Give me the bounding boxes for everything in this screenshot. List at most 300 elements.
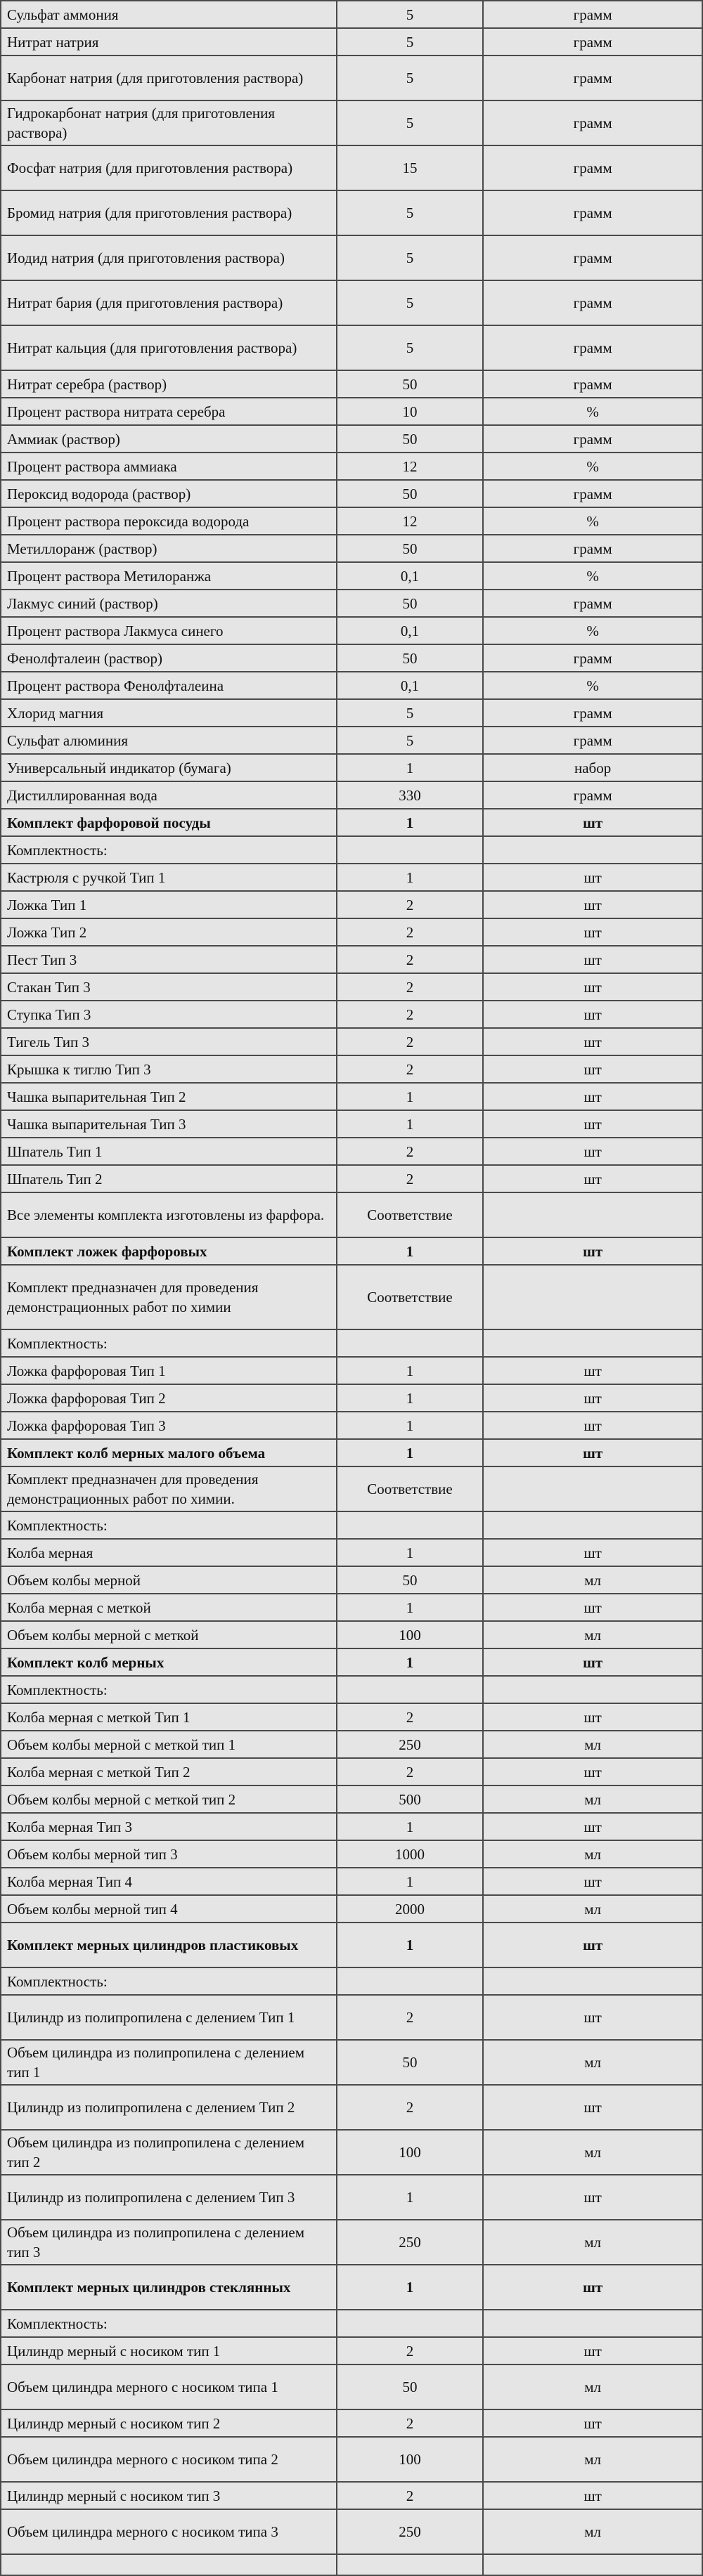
item-value-cell: Соответствие bbox=[337, 1466, 484, 1511]
item-name-cell: Объем колбы мерной с меткой тип 2 bbox=[1, 1785, 337, 1813]
table-row bbox=[1, 1237, 702, 1265]
item-unit-cell: шт bbox=[483, 973, 702, 1001]
item-name-cell: Процент раствора пероксида водорода bbox=[1, 507, 337, 535]
item-unit-cell: % bbox=[483, 672, 702, 699]
item-value-cell: 1 bbox=[337, 1539, 484, 1566]
item-unit-cell: грамм bbox=[483, 1, 702, 28]
item-name-cell: Объем цилиндра мерного с носиком типа 3 bbox=[1, 2509, 337, 2554]
item-name-cell: Универсальный индикатор (бумага) bbox=[1, 754, 337, 781]
item-value-cell: 2 bbox=[337, 1001, 484, 1028]
table-row bbox=[1, 425, 702, 453]
item-name-cell: Цилиндр из полипропилена с делением Тип 1 bbox=[1, 1995, 337, 2040]
item-value-cell: 1 bbox=[337, 1412, 484, 1439]
table-row bbox=[1, 590, 702, 617]
item-value-cell: 1 bbox=[337, 1868, 484, 1895]
item-name-cell: Иодид натрия (для приготовления раствора) bbox=[1, 235, 337, 280]
item-name-cell: Ложка Тип 1 bbox=[1, 891, 337, 918]
item-name-cell: Комплект предназначен для проведения демонстрационных работ по химии. bbox=[1, 1466, 337, 1511]
item-value-cell: 2 bbox=[337, 1703, 484, 1731]
table-row bbox=[1, 1731, 702, 1758]
table-row bbox=[1, 1384, 702, 1412]
table-row bbox=[1, 1967, 702, 1995]
item-value-cell: 5 bbox=[337, 190, 484, 235]
item-name-cell: Комплект мерных цилиндров пластиковых bbox=[1, 1923, 337, 1967]
item-value-cell: 500 bbox=[337, 1785, 484, 1813]
item-name-cell: Комплект предназначен для проведения демонстрационных работ по химии bbox=[1, 1265, 337, 1329]
item-name-cell: Объем колбы мерной тип 4 bbox=[1, 1895, 337, 1923]
item-unit-cell: шт bbox=[483, 1165, 702, 1192]
item-unit-cell: шт bbox=[483, 1703, 702, 1731]
table-row bbox=[1, 535, 702, 562]
item-name-cell: Комплектность: bbox=[1, 1329, 337, 1357]
item-unit-cell: шт bbox=[483, 2175, 702, 2220]
item-name-cell: Пест Тип 3 bbox=[1, 946, 337, 973]
item-value-cell: 50 bbox=[337, 535, 484, 562]
table-row bbox=[1, 1192, 702, 1237]
item-name-cell: Хлорид магния bbox=[1, 699, 337, 727]
item-unit-cell bbox=[483, 1511, 702, 1539]
item-value-cell: 100 bbox=[337, 2437, 484, 2482]
item-name-cell: Кастрюля с ручкой Тип 1 bbox=[1, 864, 337, 891]
item-unit-cell bbox=[483, 1967, 702, 1995]
item-value-cell: 50 bbox=[337, 2040, 484, 2085]
item-name-cell: Объем цилиндра из полипропилена с делением тип 3 bbox=[1, 2220, 337, 2265]
item-value-cell: 1 bbox=[337, 1237, 484, 1265]
item-value-cell: 15 bbox=[337, 145, 484, 190]
item-unit-cell: грамм bbox=[483, 370, 702, 398]
item-value-cell: 50 bbox=[337, 644, 484, 672]
item-name-cell bbox=[1, 2554, 337, 2575]
table-row bbox=[1, 1511, 702, 1539]
item-unit-cell: % bbox=[483, 398, 702, 425]
item-unit-cell: мл bbox=[483, 2220, 702, 2265]
table-row bbox=[1, 809, 702, 836]
item-value-cell: 2 bbox=[337, 1758, 484, 1785]
table-row bbox=[1, 1995, 702, 2040]
item-value-cell bbox=[337, 2554, 484, 2575]
item-value-cell: 2 bbox=[337, 973, 484, 1001]
item-unit-cell: шт bbox=[483, 918, 702, 946]
item-name-cell: Метиллоранж (раствор) bbox=[1, 535, 337, 562]
item-unit-cell: шт bbox=[483, 1539, 702, 1566]
item-name-cell: Комплектность: bbox=[1, 1967, 337, 1995]
item-value-cell: 250 bbox=[337, 1731, 484, 1758]
item-value-cell: 2 bbox=[337, 1138, 484, 1165]
item-unit-cell: грамм bbox=[483, 28, 702, 56]
item-value-cell: 5 bbox=[337, 325, 484, 370]
item-name-cell: Процент раствора Лакмуса синего bbox=[1, 617, 337, 644]
table-row bbox=[1, 1055, 702, 1083]
table-row bbox=[1, 727, 702, 754]
item-unit-cell: мл bbox=[483, 1621, 702, 1648]
item-unit-cell: шт bbox=[483, 1594, 702, 1621]
item-value-cell: Соответствие bbox=[337, 1192, 484, 1237]
item-name-cell: Комплект ложек фарфоровых bbox=[1, 1237, 337, 1265]
item-value-cell: 2 bbox=[337, 2482, 484, 2509]
item-value-cell: 1 bbox=[337, 1648, 484, 1676]
table-row bbox=[1, 2175, 702, 2220]
item-unit-cell: шт bbox=[483, 1001, 702, 1028]
item-unit-cell: мл bbox=[483, 1785, 702, 1813]
item-name-cell: Бромид натрия (для приготовления раствора) bbox=[1, 190, 337, 235]
table-row bbox=[1, 2265, 702, 2310]
item-name-cell: Процент раствора Метилоранжа bbox=[1, 562, 337, 590]
item-unit-cell: шт bbox=[483, 1995, 702, 2040]
item-name-cell: Объем цилиндра из полипропилена с делением тип 2 bbox=[1, 2130, 337, 2175]
item-unit-cell bbox=[483, 2310, 702, 2337]
table-row bbox=[1, 891, 702, 918]
item-unit-cell: шт bbox=[483, 2337, 702, 2364]
item-name-cell: Лакмус синий (раствор) bbox=[1, 590, 337, 617]
item-value-cell: 10 bbox=[337, 398, 484, 425]
item-name-cell: Фенолфталеин (раствор) bbox=[1, 644, 337, 672]
item-value-cell: 5 bbox=[337, 280, 484, 325]
item-value-cell bbox=[337, 1676, 484, 1703]
item-unit-cell: грамм bbox=[483, 699, 702, 727]
item-unit-cell: мл bbox=[483, 1840, 702, 1868]
item-value-cell bbox=[337, 1967, 484, 1995]
item-value-cell: 50 bbox=[337, 590, 484, 617]
item-value-cell: 2000 bbox=[337, 1895, 484, 1923]
item-unit-cell: шт bbox=[483, 2482, 702, 2509]
item-name-cell: Цилиндр мерный с носиком тип 1 bbox=[1, 2337, 337, 2364]
item-unit-cell: % bbox=[483, 453, 702, 480]
item-unit-cell bbox=[483, 836, 702, 864]
table-row bbox=[1, 836, 702, 864]
item-value-cell: 50 bbox=[337, 1566, 484, 1594]
table-row bbox=[1, 1594, 702, 1621]
item-name-cell: Цилиндр из полипропилена с делением Тип 2 bbox=[1, 2085, 337, 2130]
table-row bbox=[1, 1001, 702, 1028]
item-value-cell bbox=[337, 836, 484, 864]
item-unit-cell: шт bbox=[483, 1758, 702, 1785]
item-value-cell: Соответствие bbox=[337, 1265, 484, 1329]
table-row bbox=[1, 370, 702, 398]
item-unit-cell: мл bbox=[483, 1895, 702, 1923]
item-name-cell: Карбонат натрия (для приготовления раствора) bbox=[1, 56, 337, 100]
table-row bbox=[1, 1813, 702, 1840]
item-name-cell: Все элементы комплекта изготовлены из фарфора. bbox=[1, 1192, 337, 1237]
table-row bbox=[1, 2040, 702, 2085]
item-unit-cell: грамм bbox=[483, 727, 702, 754]
item-unit-cell bbox=[483, 1265, 702, 1329]
item-value-cell: 1 bbox=[337, 1384, 484, 1412]
table-row bbox=[1, 2085, 702, 2130]
item-value-cell: 2 bbox=[337, 1055, 484, 1083]
table-row bbox=[1, 1138, 702, 1165]
item-value-cell: 100 bbox=[337, 1621, 484, 1648]
item-value-cell: 5 bbox=[337, 28, 484, 56]
table-row bbox=[1, 145, 702, 190]
item-name-cell: Тигель Тип 3 bbox=[1, 1028, 337, 1055]
item-name-cell: Комплектность: bbox=[1, 1511, 337, 1539]
item-unit-cell: шт bbox=[483, 1055, 702, 1083]
item-unit-cell: грамм bbox=[483, 535, 702, 562]
item-unit-cell: шт bbox=[483, 1813, 702, 1840]
table-row bbox=[1, 699, 702, 727]
table-row bbox=[1, 946, 702, 973]
item-unit-cell: шт bbox=[483, 1110, 702, 1138]
item-name-cell: Гидрокарбонат натрия (для приготовления раствора) bbox=[1, 100, 337, 145]
item-unit-cell: грамм bbox=[483, 145, 702, 190]
item-unit-cell: шт bbox=[483, 1923, 702, 1967]
table-row bbox=[1, 2509, 702, 2554]
table-row bbox=[1, 1357, 702, 1384]
item-name-cell: Ступка Тип 3 bbox=[1, 1001, 337, 1028]
item-value-cell: 250 bbox=[337, 2220, 484, 2265]
item-name-cell: Процент раствора Фенолфталеина bbox=[1, 672, 337, 699]
item-unit-cell: грамм bbox=[483, 781, 702, 809]
item-name-cell: Объем цилиндра мерного с носиком типа 2 bbox=[1, 2437, 337, 2482]
item-name-cell: Шпатель Тип 1 bbox=[1, 1138, 337, 1165]
item-value-cell: 2 bbox=[337, 946, 484, 973]
item-name-cell: Шпатель Тип 2 bbox=[1, 1165, 337, 1192]
item-unit-cell bbox=[483, 2554, 702, 2575]
table-row bbox=[1, 28, 702, 56]
table-row bbox=[1, 1110, 702, 1138]
table-row bbox=[1, 453, 702, 480]
item-name-cell: Нитрат серебра (раствор) bbox=[1, 370, 337, 398]
item-name-cell: Комплект колб мерных bbox=[1, 1648, 337, 1676]
item-value-cell bbox=[337, 1511, 484, 1539]
table-row bbox=[1, 1083, 702, 1110]
table-row bbox=[1, 100, 702, 145]
item-unit-cell: грамм bbox=[483, 325, 702, 370]
item-unit-cell: шт bbox=[483, 1083, 702, 1110]
item-unit-cell: шт bbox=[483, 1028, 702, 1055]
item-value-cell: 1 bbox=[337, 1357, 484, 1384]
table-row bbox=[1, 1758, 702, 1785]
item-unit-cell: грамм bbox=[483, 56, 702, 100]
table-row bbox=[1, 1439, 702, 1466]
item-name-cell: Комплект мерных цилиндров стеклянных bbox=[1, 2265, 337, 2310]
item-name-cell: Колба мерная bbox=[1, 1539, 337, 1566]
item-unit-cell: шт bbox=[483, 891, 702, 918]
item-value-cell: 2 bbox=[337, 2337, 484, 2364]
item-unit-cell: грамм bbox=[483, 235, 702, 280]
item-name-cell: Объем цилиндра из полипропилена с делением тип 1 bbox=[1, 2040, 337, 2085]
item-name-cell: Нитрат бария (для приготовления раствора) bbox=[1, 280, 337, 325]
item-unit-cell: мл bbox=[483, 1731, 702, 1758]
item-name-cell: Процент раствора аммиака bbox=[1, 453, 337, 480]
table-row bbox=[1, 480, 702, 507]
item-name-cell: Чашка выпарительная Тип 2 bbox=[1, 1083, 337, 1110]
item-name-cell: Ложка фарфоровая Тип 3 bbox=[1, 1412, 337, 1439]
item-name-cell: Объем колбы мерной с меткой bbox=[1, 1621, 337, 1648]
item-value-cell: 2 bbox=[337, 1995, 484, 2040]
item-unit-cell: шт bbox=[483, 1648, 702, 1676]
item-name-cell: Объем колбы мерной bbox=[1, 1566, 337, 1594]
item-name-cell: Стакан Тип 3 bbox=[1, 973, 337, 1001]
item-value-cell: 50 bbox=[337, 370, 484, 398]
table-row bbox=[1, 2409, 702, 2437]
item-name-cell: Нитрат кальция (для приготовления раствора) bbox=[1, 325, 337, 370]
item-unit-cell: шт bbox=[483, 1384, 702, 1412]
item-name-cell: Фосфат натрия (для приготовления раствора) bbox=[1, 145, 337, 190]
item-value-cell: 2 bbox=[337, 891, 484, 918]
item-name-cell: Комплектность: bbox=[1, 836, 337, 864]
item-value-cell: 5 bbox=[337, 56, 484, 100]
table-row bbox=[1, 1329, 702, 1357]
item-name-cell: Крышка к тиглю Тип 3 bbox=[1, 1055, 337, 1083]
item-name-cell: Комплектность: bbox=[1, 1676, 337, 1703]
table-row bbox=[1, 781, 702, 809]
item-unit-cell: грамм bbox=[483, 100, 702, 145]
item-unit-cell: грамм bbox=[483, 590, 702, 617]
table-row bbox=[1, 1676, 702, 1703]
item-value-cell: 1 bbox=[337, 1813, 484, 1840]
item-unit-cell: шт bbox=[483, 1439, 702, 1466]
item-value-cell: 1 bbox=[337, 2175, 484, 2220]
item-value-cell: 0,1 bbox=[337, 672, 484, 699]
table-row bbox=[1, 562, 702, 590]
item-unit-cell: % bbox=[483, 507, 702, 535]
table-row bbox=[1, 864, 702, 891]
item-name-cell: Объем цилиндра мерного с носиком типа 1 bbox=[1, 2364, 337, 2409]
table-row bbox=[1, 2220, 702, 2265]
item-unit-cell: мл bbox=[483, 1566, 702, 1594]
table-row bbox=[1, 1785, 702, 1813]
item-name-cell: Колба мерная с меткой Тип 2 bbox=[1, 1758, 337, 1785]
item-unit-cell: шт bbox=[483, 864, 702, 891]
table-row bbox=[1, 918, 702, 946]
item-name-cell: Комплект колб мерных малого объема bbox=[1, 1439, 337, 1466]
item-name-cell: Сульфат алюминия bbox=[1, 727, 337, 754]
specification-table-body bbox=[1, 0, 702, 2575]
table-row bbox=[1, 2437, 702, 2482]
item-value-cell: 12 bbox=[337, 453, 484, 480]
item-unit-cell: шт bbox=[483, 1138, 702, 1165]
item-value-cell: 1000 bbox=[337, 1840, 484, 1868]
table-row bbox=[1, 644, 702, 672]
item-name-cell: Процент раствора нитрата серебра bbox=[1, 398, 337, 425]
item-unit-cell: шт bbox=[483, 2265, 702, 2310]
item-unit-cell: шт bbox=[483, 1357, 702, 1384]
item-unit-cell: грамм bbox=[483, 480, 702, 507]
table-row bbox=[1, 1648, 702, 1676]
item-unit-cell: % bbox=[483, 617, 702, 644]
item-value-cell: 100 bbox=[337, 2130, 484, 2175]
item-value-cell: 2 bbox=[337, 2085, 484, 2130]
item-value-cell: 1 bbox=[337, 1439, 484, 1466]
item-value-cell: 5 bbox=[337, 100, 484, 145]
table-row bbox=[1, 1840, 702, 1868]
item-value-cell: 5 bbox=[337, 727, 484, 754]
table-row bbox=[1, 1165, 702, 1192]
item-name-cell: Цилиндр мерный с носиком тип 2 bbox=[1, 2409, 337, 2437]
table-row bbox=[1, 2337, 702, 2364]
item-value-cell: 12 bbox=[337, 507, 484, 535]
item-unit-cell: мл bbox=[483, 2130, 702, 2175]
item-value-cell: 1 bbox=[337, 754, 484, 781]
item-unit-cell: грамм bbox=[483, 190, 702, 235]
item-value-cell: 5 bbox=[337, 1, 484, 28]
item-unit-cell: набор bbox=[483, 754, 702, 781]
item-unit-cell bbox=[483, 1466, 702, 1511]
item-name-cell: Колба мерная с меткой Тип 1 bbox=[1, 1703, 337, 1731]
item-value-cell: 1 bbox=[337, 864, 484, 891]
item-value-cell: 50 bbox=[337, 425, 484, 453]
table-row bbox=[1, 2130, 702, 2175]
table-row bbox=[1, 2482, 702, 2509]
item-value-cell: 1 bbox=[337, 1083, 484, 1110]
item-value-cell: 2 bbox=[337, 2409, 484, 2437]
table-row bbox=[1, 507, 702, 535]
item-name-cell: Аммиак (раствор) bbox=[1, 425, 337, 453]
table-row bbox=[1, 190, 702, 235]
item-value-cell: 1 bbox=[337, 1594, 484, 1621]
table-row bbox=[1, 325, 702, 370]
item-unit-cell: шт bbox=[483, 2409, 702, 2437]
item-name-cell: Цилиндр мерный с носиком тип 3 bbox=[1, 2482, 337, 2509]
item-unit-cell bbox=[483, 1329, 702, 1357]
table-row bbox=[1, 1703, 702, 1731]
table-row bbox=[1, 1895, 702, 1923]
table-row bbox=[1, 1621, 702, 1648]
item-name-cell: Ложка фарфоровая Тип 1 bbox=[1, 1357, 337, 1384]
item-name-cell: Объем колбы мерной с меткой тип 1 bbox=[1, 1731, 337, 1758]
item-name-cell: Сульфат аммония bbox=[1, 1, 337, 28]
item-unit-cell: грамм bbox=[483, 644, 702, 672]
table-row bbox=[1, 1265, 702, 1329]
table-row bbox=[1, 672, 702, 699]
item-value-cell: 330 bbox=[337, 781, 484, 809]
item-value-cell: 2 bbox=[337, 1165, 484, 1192]
table-row bbox=[1, 1923, 702, 1967]
item-name-cell: Чашка выпарительная Тип 3 bbox=[1, 1110, 337, 1138]
item-unit-cell: мл bbox=[483, 2040, 702, 2085]
table-row bbox=[1, 1, 702, 28]
item-name-cell: Комплект фарфоровой посуды bbox=[1, 809, 337, 836]
item-value-cell: 0,1 bbox=[337, 562, 484, 590]
item-unit-cell: грамм bbox=[483, 425, 702, 453]
item-name-cell: Колба мерная с меткой bbox=[1, 1594, 337, 1621]
item-value-cell: 250 bbox=[337, 2509, 484, 2554]
item-name-cell: Дистиллированная вода bbox=[1, 781, 337, 809]
item-value-cell: 50 bbox=[337, 480, 484, 507]
item-name-cell: Нитрат натрия bbox=[1, 28, 337, 56]
item-name-cell: Пероксид водорода (раствор) bbox=[1, 480, 337, 507]
table-row bbox=[1, 1539, 702, 1566]
item-value-cell: 1 bbox=[337, 809, 484, 836]
item-value-cell bbox=[337, 2310, 484, 2337]
table-row bbox=[1, 280, 702, 325]
item-value-cell: 2 bbox=[337, 1028, 484, 1055]
item-unit-cell: шт bbox=[483, 1412, 702, 1439]
table-row bbox=[1, 1028, 702, 1055]
item-unit-cell: мл bbox=[483, 2364, 702, 2409]
table-row bbox=[1, 1466, 702, 1511]
item-unit-cell bbox=[483, 1192, 702, 1237]
table-row bbox=[1, 973, 702, 1001]
item-unit-cell: шт bbox=[483, 946, 702, 973]
item-unit-cell: шт bbox=[483, 1868, 702, 1895]
item-value-cell: 1 bbox=[337, 2265, 484, 2310]
item-unit-cell: шт bbox=[483, 809, 702, 836]
table-row bbox=[1, 56, 702, 100]
table-row bbox=[1, 754, 702, 781]
table-row bbox=[1, 398, 702, 425]
table-row bbox=[1, 235, 702, 280]
item-unit-cell: шт bbox=[483, 1237, 702, 1265]
table-row bbox=[1, 1566, 702, 1594]
table-row bbox=[1, 1868, 702, 1895]
item-value-cell: 1 bbox=[337, 1923, 484, 1967]
item-name-cell: Колба мерная Тип 4 bbox=[1, 1868, 337, 1895]
item-value-cell: 5 bbox=[337, 235, 484, 280]
item-name-cell: Колба мерная Тип 3 bbox=[1, 1813, 337, 1840]
item-unit-cell: шт bbox=[483, 2085, 702, 2130]
